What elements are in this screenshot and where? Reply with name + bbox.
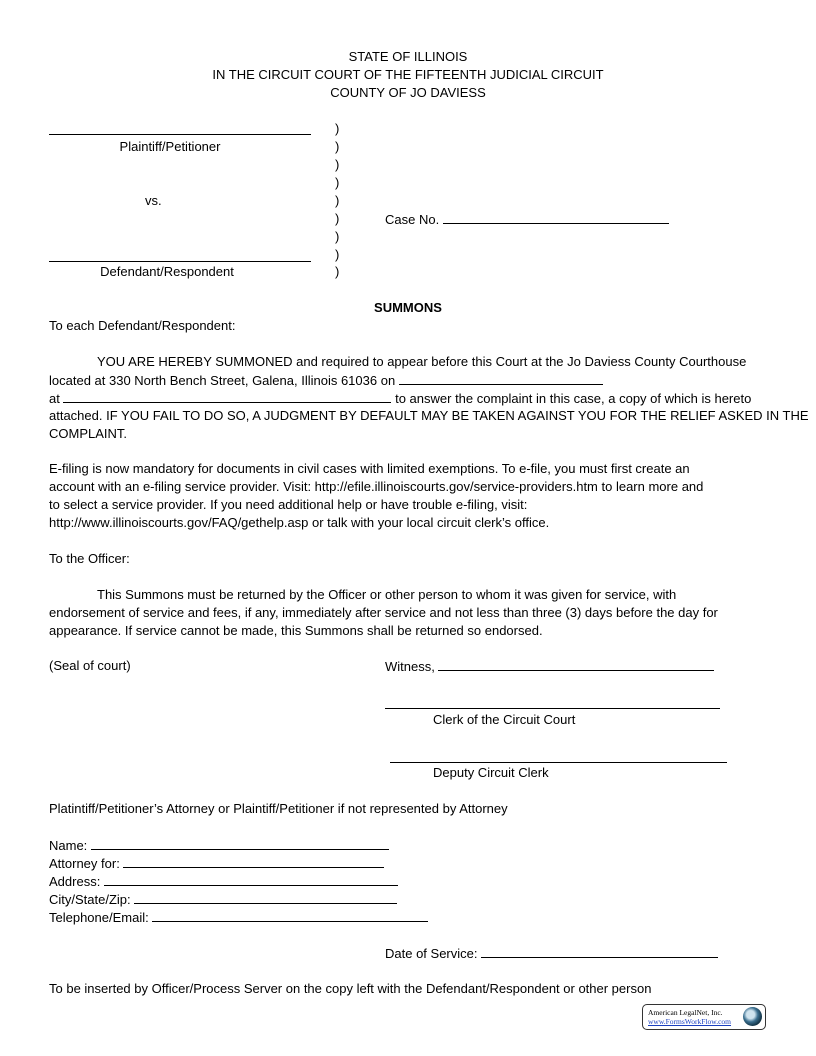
case-no-label: Case No. <box>385 212 440 227</box>
summons-line-3 <box>49 389 751 407</box>
officer-line-1: This Summons must be returned by the Officer or other person to whom it was given for service, with <box>97 587 677 602</box>
date-of-service-field[interactable] <box>481 944 718 958</box>
at-label: at <box>49 391 60 406</box>
officer-line-3: appearance. If service cannot be made, this Summons shall be returned so endorsed. <box>49 623 543 638</box>
caption-paren: ) <box>335 193 340 208</box>
header-county: COUNTY OF JO DAVIESS <box>330 85 486 100</box>
clerk-signature-line[interactable] <box>385 708 720 709</box>
summons-line-5: COMPLAINT. <box>49 426 128 441</box>
appearance-time-field[interactable] <box>63 389 391 403</box>
witness-row <box>385 657 714 675</box>
city-label: City/State/Zip: <box>49 892 131 907</box>
caption-paren: ) <box>335 229 340 244</box>
caption-paren: ) <box>335 247 340 262</box>
appearance-date-field[interactable] <box>399 371 603 385</box>
american-legalnet-logo <box>642 1004 766 1030</box>
case-no-field[interactable] <box>443 210 669 224</box>
name-label: Name: <box>49 838 88 853</box>
footer-note: To be inserted by Officer/Process Server on the copy left with the Defendant/Respondent or other person <box>49 981 652 996</box>
attorney-for-label: Attorney for: <box>49 856 120 871</box>
officer-heading: To the Officer: <box>49 551 130 566</box>
header-state: STATE OF ILLINOIS <box>348 49 468 64</box>
caption-paren: ) <box>335 175 340 190</box>
caption-paren: ) <box>335 211 340 226</box>
attorney-name-row <box>49 836 389 854</box>
efiling-line-2: account with an e-filing service provider. Visit: http://efile.illinoiscourts.gov/service-providers.htm to learn more and <box>49 479 704 494</box>
telephone-label: Telephone/Email: <box>49 910 149 925</box>
summons-line-2 <box>49 371 603 389</box>
header-court: IN THE CIRCUIT COURT OF THE FIFTEENTH JUDICIAL CIRCUIT <box>212 67 604 82</box>
name-field[interactable] <box>91 836 389 850</box>
case-no-row <box>385 210 669 228</box>
defendant-name-line[interactable] <box>49 261 311 262</box>
clerk-label: Clerk of the Circuit Court <box>433 712 576 727</box>
caption-paren: ) <box>335 121 340 136</box>
summons-title: SUMMONS <box>374 300 442 315</box>
deputy-label: Deputy Circuit Clerk <box>433 765 549 780</box>
date-of-service-row <box>385 944 718 962</box>
address-field[interactable] <box>104 872 398 886</box>
city-row <box>49 890 397 908</box>
city-field[interactable] <box>134 890 397 904</box>
attorney-for-row <box>49 854 384 872</box>
caption-paren: ) <box>335 264 340 279</box>
attorney-for-field[interactable] <box>123 854 384 868</box>
summons-line-4: attached. IF YOU FAIL TO DO SO, A JUDGMENT BY DEFAULT MAY BE TAKEN AGAINST YOU FOR THE RELIEF ASKED IN THE <box>49 408 809 423</box>
vs-label: vs. <box>145 193 162 208</box>
attorney-heading: Platintiff/Petitioner’s Attorney or Plaintiff/Petitioner if not represented by Attorney <box>49 801 508 816</box>
efiling-line-1: E-filing is now mandatory for documents in civil cases with limited exemptions. To e-file, you must first create an <box>49 461 690 476</box>
summons-line-2-text: located at 330 North Bench Street, Galena, Illinois 61036 on <box>49 373 396 388</box>
caption-paren: ) <box>335 139 340 154</box>
globe-icon <box>743 1007 762 1026</box>
caption-paren: ) <box>335 157 340 172</box>
efiling-line-4: http://www.illinoiscourts.gov/FAQ/gethelp.asp or talk with your local circuit clerk’s office. <box>49 515 550 530</box>
efiling-line-3: to select a service provider. If you need additional help or have trouble e-filing, visit: <box>49 497 528 512</box>
plaintiff-label: Plaintiff/Petitioner <box>119 139 221 154</box>
logo-company: American LegalNet, Inc. <box>648 1008 723 1017</box>
witness-label: Witness, <box>385 659 435 674</box>
deputy-signature-line[interactable] <box>390 762 727 763</box>
witness-field[interactable] <box>438 657 714 671</box>
logo-url[interactable]: www.FormsWorkFlow.com <box>648 1017 732 1026</box>
defendant-label: Defendant/Respondent <box>100 264 234 279</box>
summons-line-1: YOU ARE HEREBY SUMMONED and required to appear before this Court at the Jo Daviess County Courthouse <box>97 354 747 369</box>
date-of-service-label: Date of Service: <box>385 946 478 961</box>
telephone-row <box>49 908 428 926</box>
salutation: To each Defendant/Respondent: <box>49 318 236 333</box>
summons-line-3-text: to answer the complaint in this case, a copy of which is hereto <box>395 391 752 406</box>
address-label: Address: <box>49 874 101 889</box>
seal-label: (Seal of court) <box>49 658 131 673</box>
telephone-field[interactable] <box>152 908 428 922</box>
plaintiff-name-line[interactable] <box>49 134 311 135</box>
address-row <box>49 872 398 890</box>
officer-line-2: endorsement of service and fees, if any, immediately after service and not less than three (3) days before the day for <box>49 605 718 620</box>
